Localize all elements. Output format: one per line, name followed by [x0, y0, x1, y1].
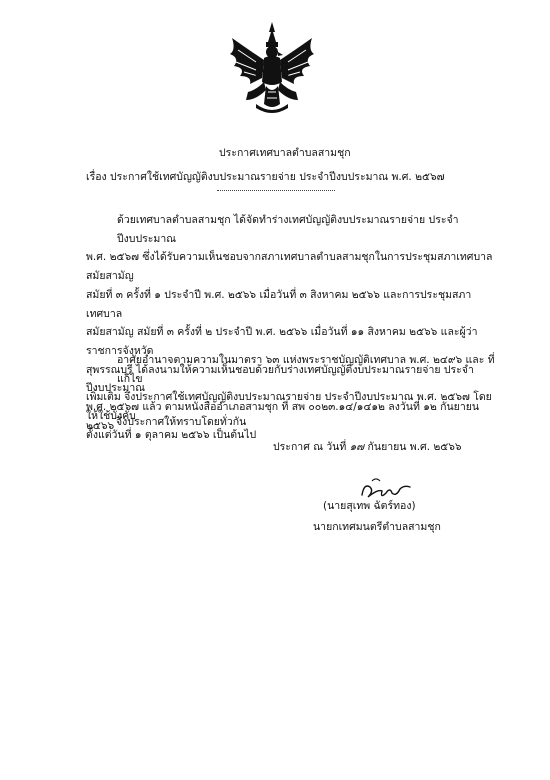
closing-statement: จึงประกาศให้ทราบโดยทั่วกัน	[116, 416, 247, 428]
dotted-divider	[217, 190, 335, 191]
paragraph-line: พ.ศ. ๒๕๖๗ แล้ว ตามหนังสืออำเภอสามชุก ที่ สพ ๐๐๒๓.๑๔/๑๔๑๒ ลงวันที่ ๑๒ กันยายน ๒๕๖๖	[86, 401, 480, 432]
paragraph-line: อาศัยอำนาจตามความในมาตรา ๖๓ แห่งพระราชบัญญัติเทศบาล พ.ศ. ๒๔๙๖ และ ที่แก้ไข	[117, 354, 495, 385]
announcement-title: ประกาศเทศบาลตำบลสามชุก	[219, 147, 351, 159]
announcement-date	[273, 440, 462, 454]
handwritten-day: ๑๗	[349, 441, 365, 453]
date-prefix: ประกาศ ณ วันที่	[273, 441, 347, 453]
garuda-emblem-icon	[226, 20, 318, 118]
paragraph-line: สุพรรณบุรี ได้ลงนามให้ความเห็นชอบด้วยกับร่างเทศบัญญัติงบประมาณรายจ่าย ประจำปีงบประมาณ	[86, 363, 474, 395]
paragraph-line: เพิ่มเติม จึงประกาศใช้เทศบัญญัติงบประมาณรายจ่าย ประจำปีงบประมาณ พ.ศ. ๒๕๖๗ โดยให้ใช้บังคับ	[86, 391, 492, 423]
date-suffix: กันยายน พ.ศ. ๒๕๖๖	[367, 441, 462, 453]
paragraph-line: สมัยที่ ๓ ครั้งที่ ๑ ประจำปี พ.ศ. ๒๕๖๖ เมื่อวันที่ ๓ สิงหาคม ๒๕๖๖ และการประชุมสภาเทศบาล	[86, 288, 472, 320]
announcement-subject: เรื่อง ประกาศใช้เทศบัญญัติงบประมาณรายจ่าย ประจำปีงบประมาณ พ.ศ. ๒๕๖๗	[86, 171, 445, 183]
paragraph-line: ตั้งแต่วันที่ ๑ ตุลาคม ๒๕๖๖ เป็นต้นไป	[86, 428, 257, 441]
signatory-name: (นายสุเทพ ฉัตร์ทอง)	[323, 500, 416, 512]
paragraph-line: ด้วยเทศบาลตำบลสามชุก ได้จัดทำร่างเทศบัญญัติงบประมาณรายจ่าย ประจำปีงบประมาณ	[117, 214, 459, 245]
paragraph-line: พ.ศ. ๒๕๖๗ ซึ่งได้รับความเห็นชอบจากสภาเทศบาลตำบลสามชุกในการประชุมสภาเทศบาล สมัยสามัญ	[86, 251, 493, 283]
paragraph-line: สมัยสามัญ สมัยที่ ๓ ครั้งที่ ๒ ประจำปี พ.ศ. ๒๕๖๖ เมื่อวันที่ ๑๑ สิงหาคม ๒๕๖๖ และผู้ว่าราชการจังหวัด	[86, 326, 478, 357]
body-paragraph-2	[86, 351, 498, 445]
signatory-position: นายกเทศมนตรีตำบลสามชุก	[313, 521, 441, 533]
